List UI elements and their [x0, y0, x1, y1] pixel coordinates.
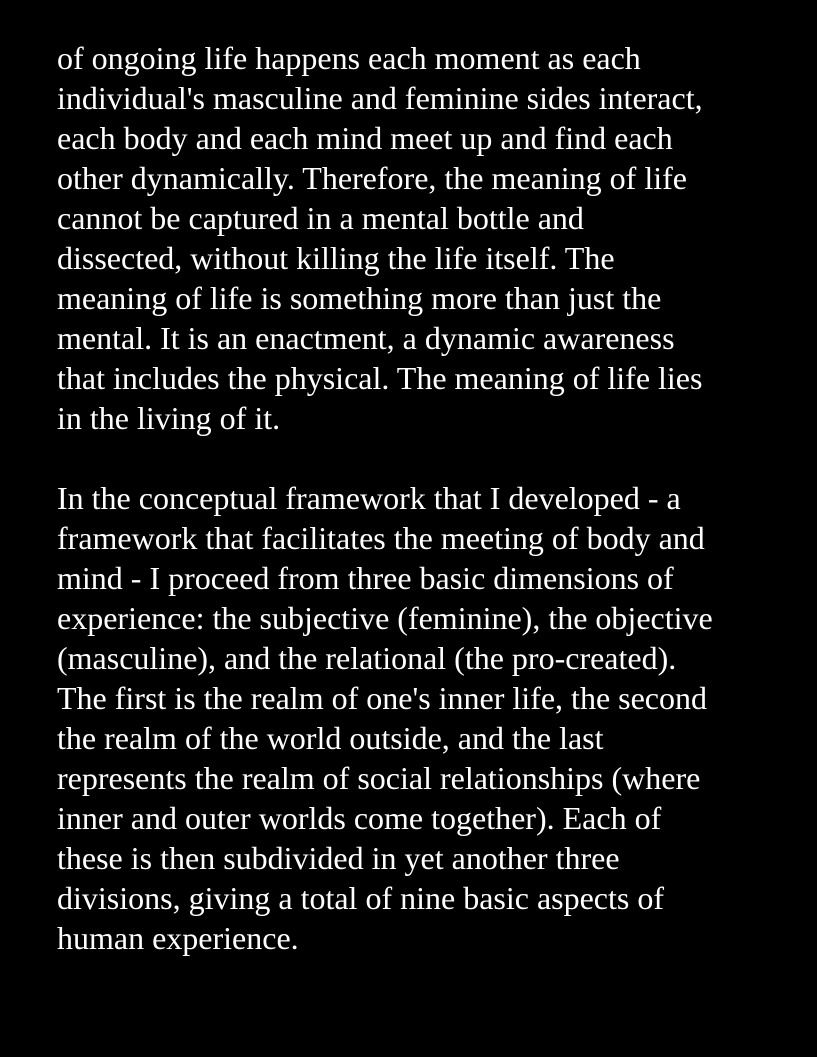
text-line: The first is the realm of one's inner life, the second [57, 680, 707, 716]
document-text [57, 38, 797, 958]
text-line: individual's masculine and feminine sides interact, [57, 80, 703, 116]
text-line: experience: the subjective (feminine), the objective [57, 600, 713, 636]
text-line: in the living of it. [57, 400, 281, 436]
text-line: mental. It is an enactment, a dynamic awareness [57, 320, 675, 356]
paragraph-1 [57, 38, 797, 438]
text-line: cannot be captured in a mental bottle and [57, 200, 584, 236]
text-line: these is then subdivided in yet another three [57, 840, 620, 876]
paragraph-2 [57, 478, 797, 958]
text-line: of ongoing life happens each moment as each [57, 40, 641, 76]
text-line: represents the realm of social relationships (where [57, 760, 701, 796]
text-line: the realm of the world outside, and the last [57, 720, 604, 756]
text-line: that includes the physical. The meaning of life lies [57, 360, 703, 396]
text-line: mind - I proceed from three basic dimensions of [57, 560, 674, 596]
text-line: divisions, giving a total of nine basic aspects of [57, 880, 664, 916]
text-line: meaning of life is something more than just the [57, 280, 662, 316]
text-line: inner and outer worlds come together). Each of [57, 800, 662, 836]
text-line: (masculine), and the relational (the pro-created). [57, 640, 677, 676]
text-line: dissected, without killing the life itself. The [57, 240, 615, 276]
text-line: human experience. [57, 920, 299, 956]
text-line: other dynamically. Therefore, the meaning of life [57, 160, 687, 196]
text-line: In the conceptual framework that I developed - a [57, 480, 681, 516]
text-line: framework that facilitates the meeting of body and [57, 520, 705, 556]
text-line: each body and each mind meet up and find each [57, 120, 673, 156]
